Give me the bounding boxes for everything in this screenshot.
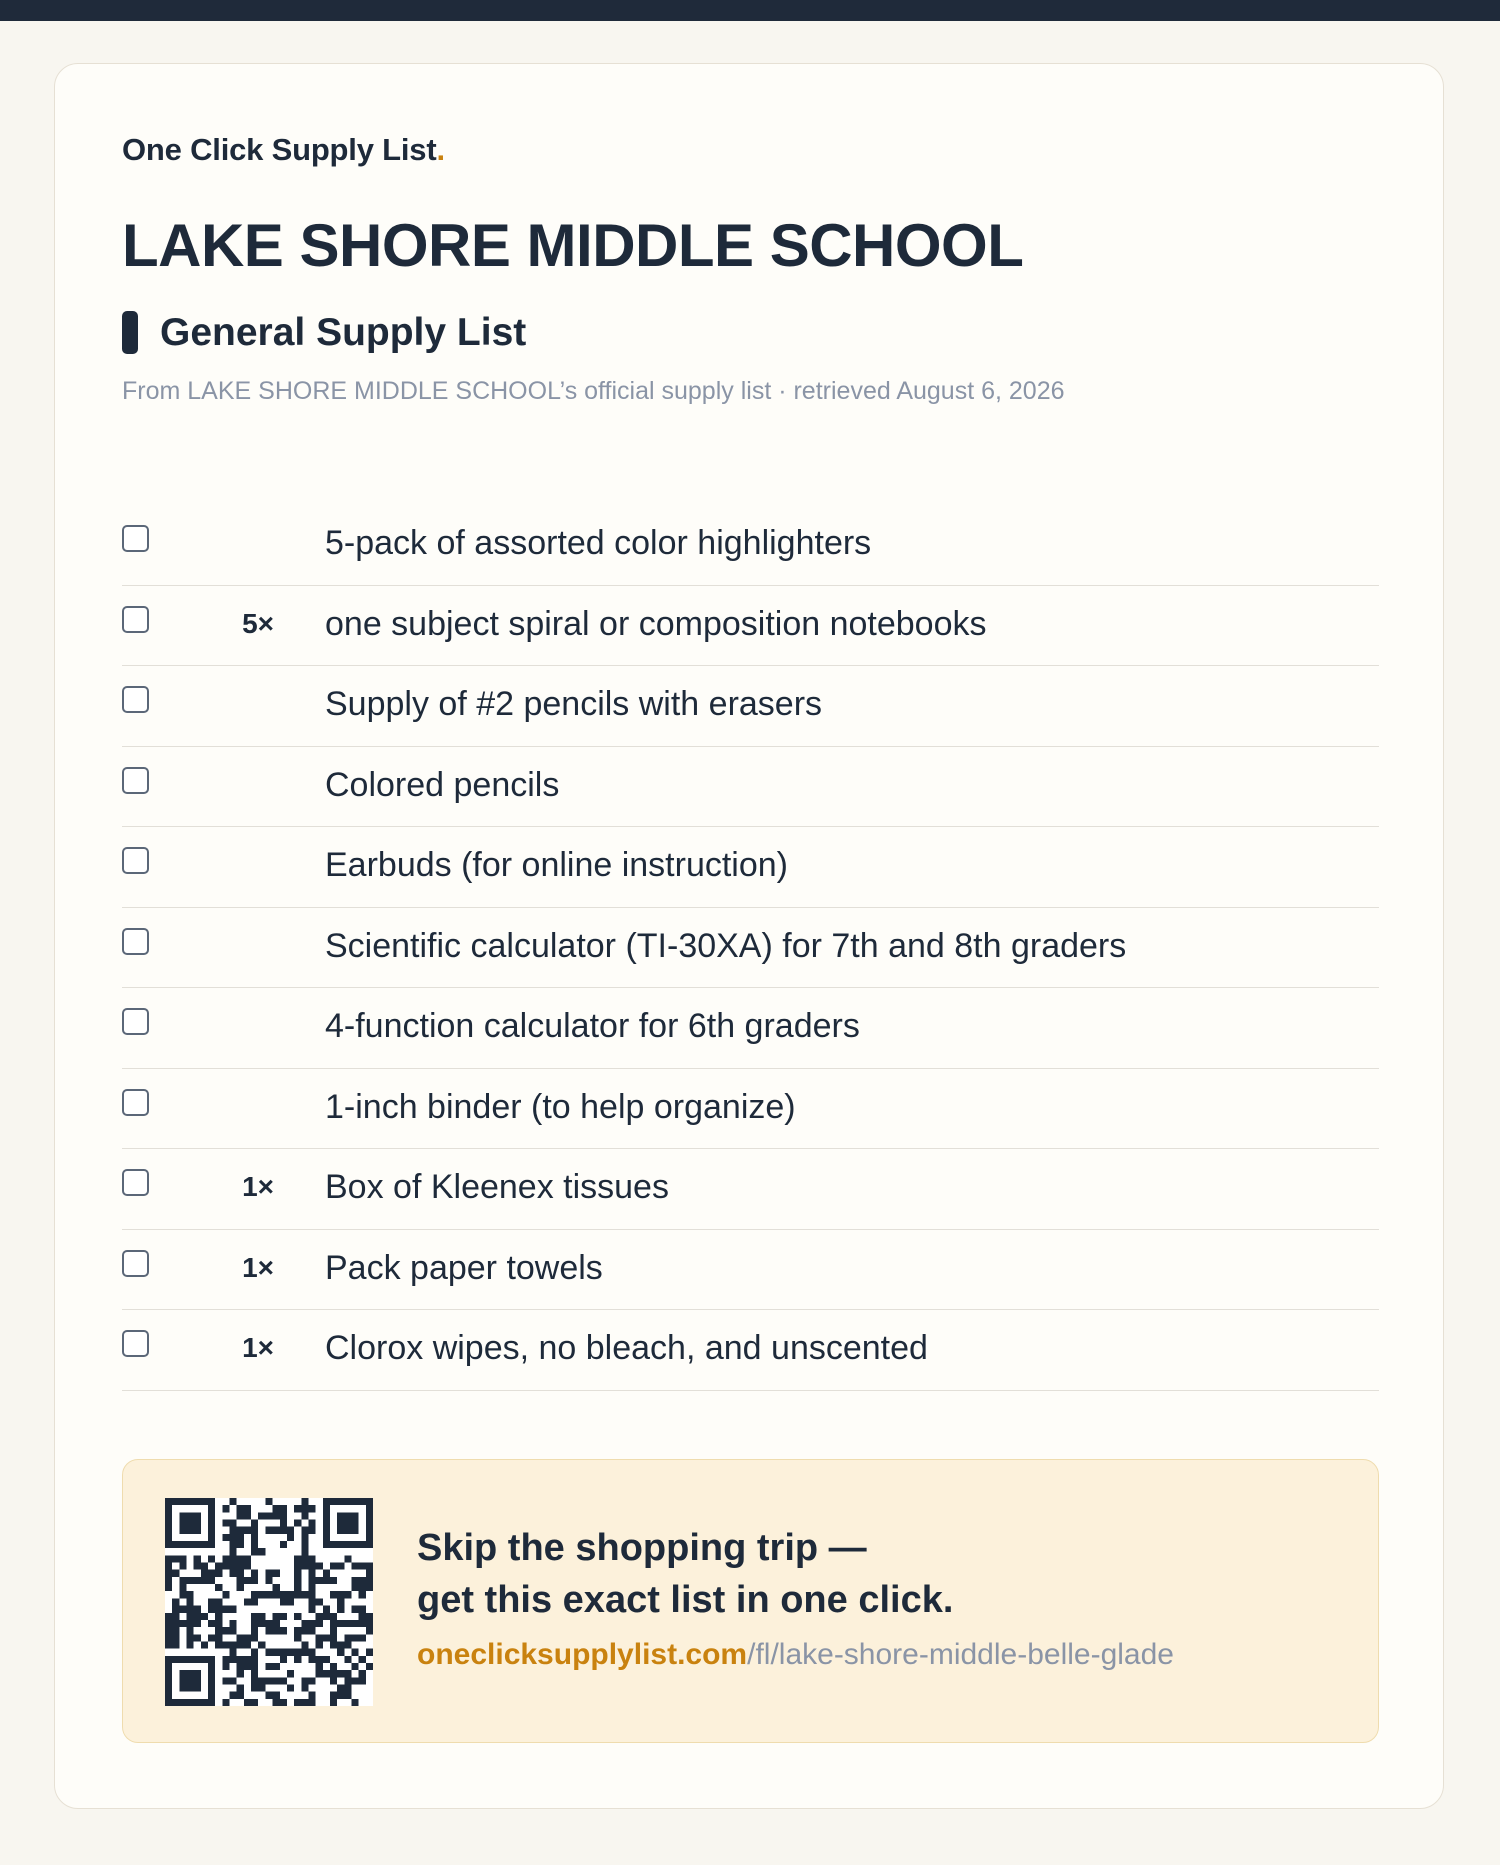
item-checkbox[interactable] xyxy=(122,606,149,633)
item-label: Clorox wipes, no bleach, and unscented xyxy=(325,1329,928,1367)
supply-item xyxy=(122,747,1379,828)
item-label: Scientific calculator (TI-30XA) for 7th and 8th graders xyxy=(325,926,1127,965)
item-label: one subject spiral or composition notebooks xyxy=(325,604,987,643)
brand-dot: . xyxy=(436,132,445,167)
supply-item xyxy=(122,666,1379,747)
top-bar xyxy=(0,0,1500,21)
promo-line-2: get this exact list in one click. xyxy=(417,1579,954,1621)
promo-box xyxy=(122,1459,1379,1743)
item-label: 4-function calculator for 6th graders xyxy=(325,1007,860,1045)
item-checkbox[interactable] xyxy=(122,525,149,552)
item-label: Earbuds (for online instruction) xyxy=(325,846,789,884)
supply-item xyxy=(122,908,1379,989)
qr-code-icon[interactable] xyxy=(165,1498,373,1706)
item-label: Pack paper towels xyxy=(325,1248,603,1287)
brand-logo[interactable] xyxy=(122,132,445,168)
list-title: General Supply List xyxy=(160,311,527,354)
supply-item xyxy=(122,827,1379,908)
promo-link-path: /fl/lake-shore-middle-belle-glade xyxy=(747,1638,1174,1671)
item-label: 5-pack of assorted color highlighters xyxy=(325,524,872,562)
item-checkbox[interactable] xyxy=(122,686,149,713)
item-checkbox[interactable] xyxy=(122,1089,149,1116)
supply-item xyxy=(122,1069,1379,1150)
supply-item xyxy=(122,1310,1379,1391)
supply-items-list xyxy=(122,505,1379,1391)
source-note: From LAKE SHORE MIDDLE SCHOOL’s official supply list · retrieved August 6, 2026 xyxy=(122,377,1065,405)
list-title-accent-bar xyxy=(122,311,138,354)
item-label: 1-inch binder (to help organize) xyxy=(325,1087,796,1126)
school-name: LAKE SHORE MIDDLE SCHOOL xyxy=(122,212,1024,279)
item-checkbox[interactable] xyxy=(122,1008,149,1035)
supply-item xyxy=(122,586,1379,667)
item-quantity: 5× xyxy=(242,607,274,639)
item-label: Colored pencils xyxy=(325,765,560,804)
list-title-row xyxy=(122,311,526,354)
brand-name: One Click Supply List xyxy=(122,132,437,167)
item-label: Supply of #2 pencils with erasers xyxy=(325,685,823,723)
item-checkbox[interactable] xyxy=(122,1169,149,1196)
supply-list-card xyxy=(54,63,1444,1809)
item-checkbox[interactable] xyxy=(122,767,149,794)
item-quantity: 1× xyxy=(242,1332,274,1363)
item-label: Box of Kleenex tissues xyxy=(325,1168,669,1206)
supply-item xyxy=(122,505,1379,586)
promo-link[interactable] xyxy=(417,1638,1174,1672)
promo-line-1: Skip the shopping trip — xyxy=(417,1527,867,1569)
supply-item xyxy=(122,988,1379,1069)
supply-item xyxy=(122,1149,1379,1230)
supply-item xyxy=(122,1230,1379,1311)
item-quantity: 1× xyxy=(242,1171,274,1202)
item-checkbox[interactable] xyxy=(122,1330,149,1357)
item-checkbox[interactable] xyxy=(122,1250,149,1277)
item-quantity: 1× xyxy=(242,1251,274,1283)
promo-link-domain: oneclicksupplylist.com xyxy=(417,1638,748,1671)
item-checkbox[interactable] xyxy=(122,928,149,955)
promo-headline xyxy=(417,1522,953,1626)
item-checkbox[interactable] xyxy=(122,847,149,874)
